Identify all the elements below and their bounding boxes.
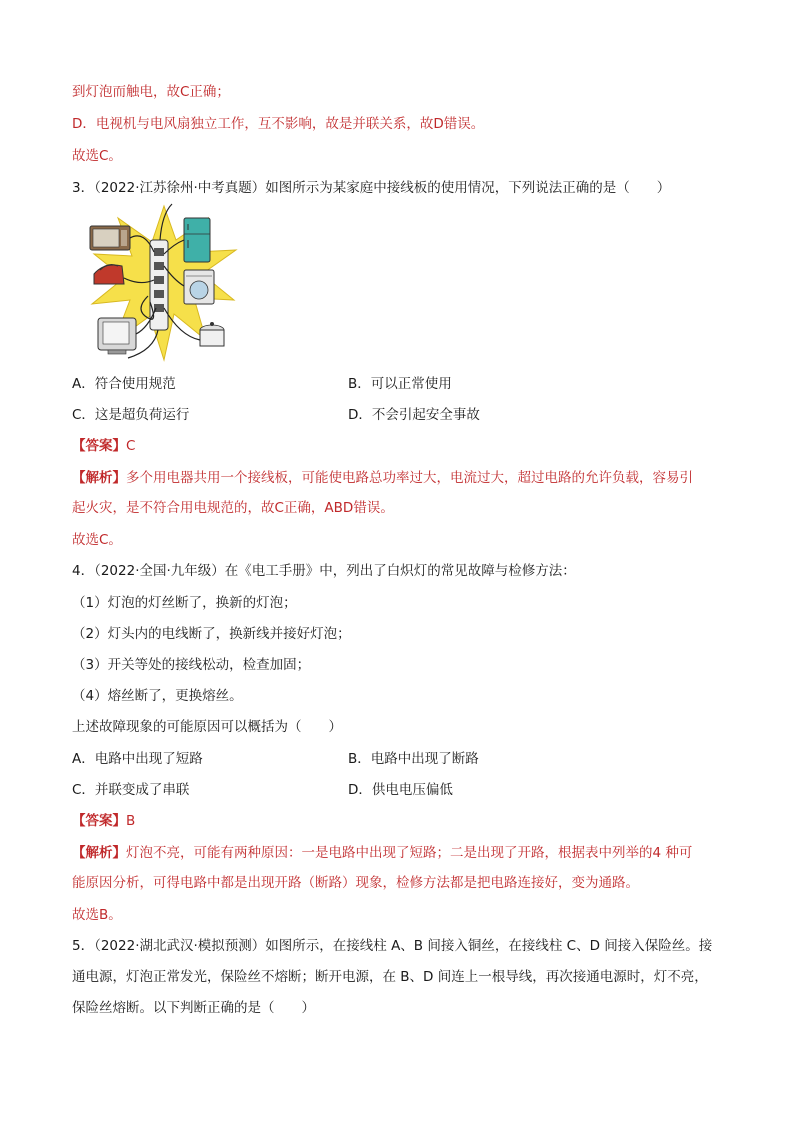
- q3-choose: 故选C。: [72, 532, 122, 548]
- q4-option-b: B．电路中出现了断路: [348, 751, 479, 767]
- answer-value: B: [126, 813, 136, 829]
- question-4-stem: 4．（2022·全国·九年级）在《电工手册》中，列出了白炽灯的常见故障与检修方法：: [72, 563, 576, 579]
- q3-analysis-line-2: 起火灾，是不符合用电规范的，故C正确，ABD错误。: [72, 500, 394, 516]
- iron: [94, 265, 124, 284]
- question-5-stem-line-3: 保险丝熔断。以下判断正确的是（ ）: [72, 1000, 315, 1016]
- q4-analysis-line-1: [72, 843, 692, 863]
- answer-tag: 【答案】: [72, 438, 126, 454]
- q4-choose: 故选B。: [72, 907, 122, 923]
- q4-answer: [72, 811, 135, 831]
- q4-analysis-line-2: 能原因分析，可得电路中都是出现开路（断路）现象，检修方法都是把电路连接好，变为通路。: [72, 875, 639, 891]
- q3-option-b: B．可以正常使用: [348, 376, 452, 392]
- question-5-stem-line-2: 通电源，灯泡正常发光，保险丝不熔断；断开电源，在 B、D 间连上一根导线，再次接通电源时，灯不亮，: [72, 969, 708, 985]
- microwave: [90, 226, 130, 250]
- q4-item-4: （4）熔丝断了，更换熔丝。: [72, 688, 243, 704]
- q4-item-1: （1）灯泡的灯丝断了，换新的灯泡；: [72, 595, 297, 611]
- q4-option-c: C．并联变成了串联: [72, 782, 190, 798]
- analysis-tag: 【解析】: [72, 845, 126, 861]
- q3-option-c: C．这是超负荷运行: [72, 407, 190, 423]
- overloaded-power-strip-figure: [88, 200, 240, 366]
- q4-item-2: （2）灯头内的电线断了，换新线并接好灯泡；: [72, 626, 351, 642]
- choose-line: 故选C。: [72, 148, 122, 164]
- answer-tag: 【答案】: [72, 813, 126, 829]
- analysis-continuation: 到灯泡而触电，故C正确；: [72, 84, 230, 100]
- question-5-stem-line-1: 5．（2022·湖北武汉·模拟预测）如图所示，在接线柱 A、B 间接入铜丝，在接线柱 C、D 间接入保险丝。接: [72, 938, 713, 954]
- q4-question: 上述故障现象的可能原因可以概括为（ ）: [72, 719, 342, 735]
- refrigerator: [184, 218, 210, 262]
- washing-machine: [184, 270, 214, 304]
- q4-item-3: （3）开关等处的接线松动，检查加固；: [72, 657, 311, 673]
- question-3-stem: 3．（2022·江苏徐州·中考真题）如图所示为某家庭中接线板的使用情况，下列说法正确的是（ ）: [72, 180, 671, 196]
- rice-cooker: [200, 322, 224, 346]
- analysis-text: 灯泡不亮，可能有两种原因：一是电路中出现了短路；二是出现了开路，根据表中列举的4 种可: [126, 845, 693, 861]
- analysis-text: 多个用电器共用一个接线板，可能使电路总功率过大，电流过大，超过电路的允许负载，容易引: [126, 470, 693, 486]
- q4-option-a: A．电路中出现了短路: [72, 751, 203, 767]
- q3-option-a: A．符合使用规范: [72, 376, 176, 392]
- q3-option-d: D．不会引起安全事故: [348, 407, 480, 423]
- option-d-analysis: D．电视机与电风扇独立工作，互不影响，故是并联关系，故D错误。: [72, 116, 485, 132]
- q3-analysis-line-1: [72, 468, 693, 488]
- q4-option-d: D．供电电压偏低: [348, 782, 453, 798]
- television: [98, 318, 136, 354]
- analysis-tag: 【解析】: [72, 470, 126, 486]
- q3-answer: [72, 436, 135, 456]
- answer-value: C: [126, 438, 136, 454]
